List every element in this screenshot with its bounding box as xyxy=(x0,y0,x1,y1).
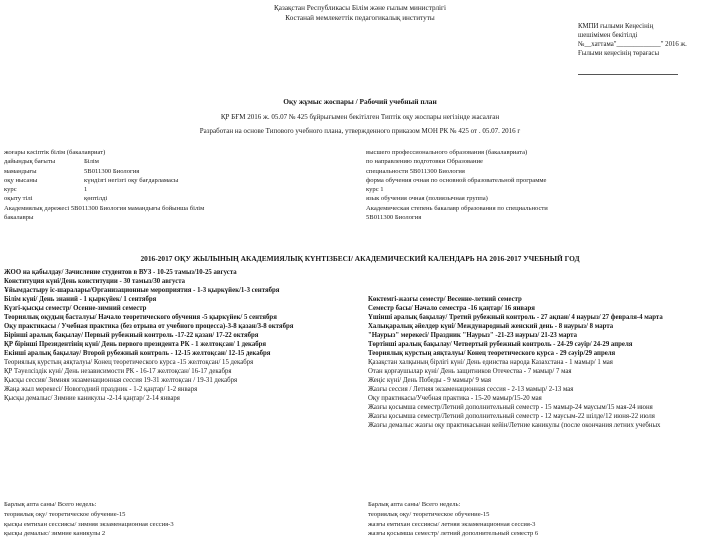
summary-row: Барлық апта саны/ Всего недель: xyxy=(368,501,461,508)
approval-block xyxy=(578,22,687,58)
approval-line-1: КМПИ ғылыми Кеңесінің xyxy=(578,23,654,30)
info-row: специальности 5B011300 Биология xyxy=(366,167,465,175)
info-value: қөптілді xyxy=(84,195,108,203)
calendar-entry: Жазғы қосымша семестр/Летний дополнительный семестр - 15 мамыр-24 маусым/15 мая-24 июня xyxy=(368,404,653,411)
approval-line-2: шешімімен бекітілді xyxy=(578,32,638,39)
calendar-entry: Білім күні/ День знаний - 1 қыркүйек/ 1 сентября xyxy=(4,296,157,303)
info-row: форма обучения очная по основной образовательной программе xyxy=(366,176,547,184)
calendar-entry: Қысқы сессия/ Зимняя экзаменационная сессия 19-31 желтоқсан / 19-31 декабря xyxy=(4,377,238,384)
info-value: 1 xyxy=(84,186,88,194)
info-value: күндізгі негізгі оқу бағдарламасы xyxy=(84,176,179,184)
calendar-entry: Теориялық курстың аяқталуы/ Конец теоретического курса - 29 сәуір/29 апреля xyxy=(368,350,616,357)
calendar-entry: Теориялық курстың аяқталуы/ Конец теоретического курса -15 желтоқсан/ 15 декабря xyxy=(4,359,254,366)
calendar-entry: Жеңіс күні/ День Победы - 9 мамыр/ 9 мая xyxy=(368,377,491,384)
info-row xyxy=(4,167,334,176)
info-key: оқу нысаны xyxy=(4,176,38,184)
calendar-entry: Отан қорғаушылар күні/ День защитников Отечества - 7 мамыр/ 7 мая xyxy=(368,368,572,375)
signature-line xyxy=(578,74,678,75)
calendar-entry: "Наурыз" мерекесі/ Праздник "Наурыз" -21-23 наурыз/ 21-23 марта xyxy=(368,332,577,339)
info-right-column xyxy=(366,148,718,222)
document-header xyxy=(0,4,720,23)
plan-basis-ru: Разработан на основе Типового учебного плана, утвержденного приказом МОН РК № 425 от . 05.07. 2016 г xyxy=(199,127,521,135)
weeks-summary-right xyxy=(368,500,538,539)
weeks-summary-left xyxy=(4,500,174,539)
info-row xyxy=(4,204,334,213)
calendar-entry: Оқу практикасы / Учебная практика (без отрыва от учебного процесса)-3-8 қазан/3-8 октября xyxy=(4,323,294,330)
info-row xyxy=(4,148,334,157)
info-key: оқыту тілі xyxy=(4,195,33,203)
info-key: курс xyxy=(4,186,17,194)
calendar-entry: Көктемгі-жазғы семестр/ Весенне-летний семестр xyxy=(368,296,522,303)
info-key: жоғары кәсіптік білім (бакалавриат) xyxy=(4,149,106,156)
plan-basis xyxy=(0,110,720,138)
calendar-entry: Жаңа жыл мерекесі/ Новогодний праздник - 1-2 қаңтар/ 1-2 января xyxy=(4,386,198,393)
summary-row: теориялық оқу/ теоретическое обучение-15 xyxy=(4,510,126,518)
calendar-entry: ҚР бірінші Президентінің күні/ День первого президента РК - 1 желтоқсан/ 1 декабря xyxy=(4,341,267,348)
info-value: Білім xyxy=(84,158,99,166)
calendar-entry: Семестр басы/ Начало семестра -16 қаңтар/ 16 января xyxy=(368,305,535,312)
approval-line-3: №__хаттама"_____________" 2016 ж. xyxy=(578,41,687,48)
info-row: язык обучения очная (полиязычная группа) xyxy=(366,195,488,203)
calendar-entry: Бірінші аралық бақылау/ Первый рубежный контроль -17-22 қазан/ 17-22 октября xyxy=(4,332,259,339)
calendar-entry: Төртінші аралық бақылау/ Четвертый рубежный контроль - 24-29 сәуір/ 24-29 апреля xyxy=(368,341,633,348)
calendar-entry: Күзгі-қысқы семестр/ Осенне-зимний семестр xyxy=(4,305,147,312)
summary-row: теориялық оқу/ теоретическое обучение-15 xyxy=(368,510,490,518)
institute-name: Костанай мемлекеттік педагогикалық институты xyxy=(285,13,435,22)
summary-row: жазғы емтихан сессиясы/ летняя экзаменационная сессия-3 xyxy=(368,520,536,528)
calendar-entry: ҚР Тәуелсіздік күні/ День независимости РК - 16-17 желтоқсан/ 16-17 декабря xyxy=(4,368,232,375)
calendar-entry: Оқу практикасы/Учебная практика - 15-20 мамыр/15-20 мая xyxy=(368,395,542,402)
calendar-right-column xyxy=(368,295,718,430)
calendar-entry: Қазақстан халқының бірлігі күні/ День единства народа Казахстана - 1 мамыр/ 1 мая xyxy=(368,359,613,366)
info-key: бакалавры xyxy=(4,214,34,222)
calendar-entry: Үшінші аралық бақылау/ Третий рубежный контроль - 27 ақпан/ 4 наурыз/ 27 февраля-4 марта xyxy=(368,314,663,321)
info-left-column xyxy=(4,148,334,222)
info-row xyxy=(4,157,334,166)
calendar-entry: Жазғы демалыс жазғы оқу практикасынан кейін/Летние каникулы (после окончания летних учебных xyxy=(368,422,661,429)
plan-title: Оқу жұмыс жоспары / Рабочий учебный план xyxy=(283,97,437,106)
calendar-entry: Теориялық оқудың басталуы/ Начало теоретического обучения -5 қыркүйек/ 5 сентября xyxy=(4,314,277,321)
info-row: курс 1 xyxy=(366,186,384,194)
calendar-entry: Жазғы қосымша семестр/Летний дополнительный семестр - 12 маусым-22 шілде/12 июня-22 июля xyxy=(368,413,655,420)
info-row: 5B011300 Биология xyxy=(366,214,422,222)
summary-row: қысқы демалыс/ зимние каникулы 2 xyxy=(4,530,106,538)
info-row: Академическая степень бакалавр образования по специальности xyxy=(366,204,548,212)
info-row xyxy=(4,185,334,194)
info-row: высшего профессионального образования (бакалавриата) xyxy=(366,149,528,156)
summary-row: қысқы емтихан сессиясы/ зимняя экзаменационная сессия-3 xyxy=(4,520,174,528)
info-value: 5B011300 Биология xyxy=(84,167,140,175)
calendar-entry: Қысқы демалыс/ Зимние каникулы -2-14 қаңтар/ 2-14 января xyxy=(4,395,180,402)
approval-line-4: Ғылыми кеңесінің төрағасы xyxy=(578,50,660,57)
summary-row: Барлық апта саны/ Всего недель: xyxy=(4,501,97,508)
calendar-entry: Халықаралық әйелдер күні/ Международный женский день - 8 наурыз/ 8 марта xyxy=(368,323,614,330)
info-row xyxy=(4,213,334,222)
info-row xyxy=(4,176,334,185)
calendar-entry: Конституция күні/День конституции - 30 тамыз/30 августа xyxy=(4,278,186,285)
info-key: дайындық бағыты xyxy=(4,158,56,166)
summary-row: жазғы қосымша семестр/ летний дополнительный семестр 6 xyxy=(368,530,539,538)
calendar-title: 2016-2017 ОҚУ ЖЫЛЫНЫҢ АКАДЕМИЯЛЫҚ КҮНТІЗБЕСІ/ АКАДЕМИЧЕСКИЙ КАЛЕНДАРЬ НА 2016-2017 УЧЕБНЫЙ ГОД xyxy=(140,254,580,263)
ministry-name: Қазақстан Республикасы Білім және ғылым министрлігі xyxy=(274,4,446,12)
calendar-entry: Ұйымдастыру іс-шаралары/Организационные мероприятия - 1-3 қыркүйек/1-3 сентября xyxy=(4,287,280,294)
calendar-entry: Екінші аралық бақылау/ Второй рубежный контроль - 12-15 желтоқсан/ 12-15 декабря xyxy=(4,350,271,357)
calendar-entry: ЖОО на қабылдау/ Зачисление студентов в ВУЗ - 10-25 тамыз/10-25 августа xyxy=(4,269,237,276)
calendar-entry: Жазғы сессия / Летняя экзаменационная сессия - 2-13 мамыр/ 2-13 мая xyxy=(368,386,574,393)
info-row xyxy=(4,194,334,203)
calendar-left-column xyxy=(4,268,364,403)
info-row: по направлению подготовки Образование xyxy=(366,158,483,166)
plan-basis-kz: ҚР БҒМ 2016 ж. 05.07 № 425 бұйрығымен бекітілген Типтік оқу жоспары негізінде жасалған xyxy=(220,113,500,121)
info-key: Академиялық дәрежесі 5B011300 Биология мамандығы бойынша білім xyxy=(4,204,205,212)
info-key: мамандығы xyxy=(4,167,37,175)
